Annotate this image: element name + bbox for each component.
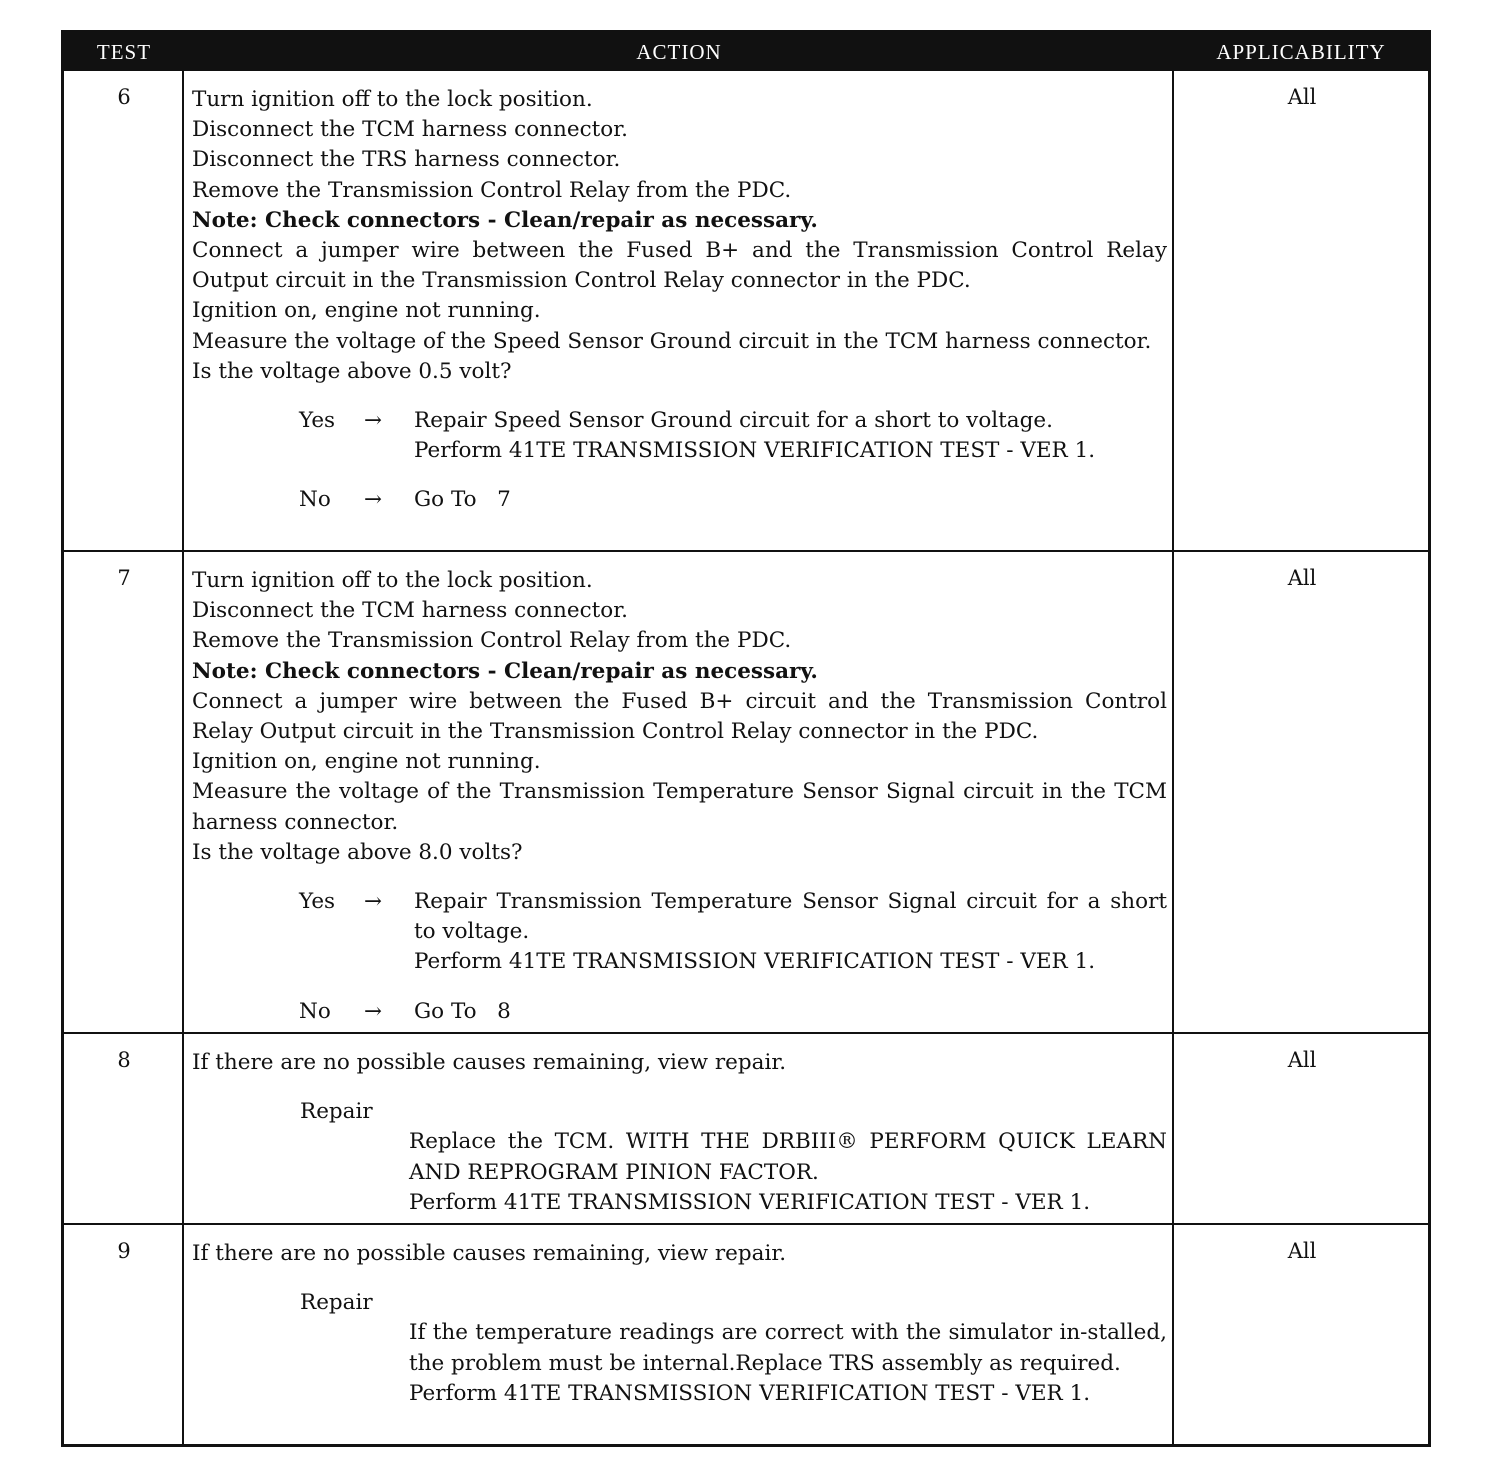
- repair-label: Repair: [300, 1099, 373, 1125]
- repair-block: [192, 1288, 1167, 1409]
- no-result: Go To 8: [414, 998, 511, 1024]
- table-row-test-7: [64, 552, 1428, 1033]
- table-header: [64, 33, 1428, 71]
- arrow-icon: →: [364, 487, 383, 513]
- note-text: Note: Check connectors - Clean/repair as necessary.: [192, 658, 818, 684]
- no-branch: [192, 485, 1167, 515]
- action-cell: [192, 1239, 1167, 1409]
- yes-result: [414, 887, 1167, 978]
- note-text: Note: Check connectors - Clean/repair as necessary.: [192, 207, 818, 233]
- repair-line: If the temperature readings are correct with the simulator in-stalled, the problem must be internal.Replace TRS assembly as required.: [409, 1320, 1167, 1376]
- result-line: Repair Transmission Temperature Sensor Signal circuit for a short to voltage.: [414, 889, 1167, 945]
- yes-branch: [192, 887, 1167, 978]
- result-line: Perform 41TE TRANSMISSION VERIFICATION TEST - VER 1.: [414, 438, 1096, 464]
- action-line: Connect a jumper wire between the Fused B+ and the Transmission Control Relay Output circuit in the Transmission Control Relay connector in the PDC.: [192, 238, 1167, 294]
- action-line: Disconnect the TCM harness connector.: [192, 598, 628, 624]
- action-cell: [192, 566, 1167, 1027]
- action-line: Connect a jumper wire between the Fused B+ circuit and the Transmission Control Relay Output circuit in the Transmission Control Relay connector in the PDC.: [192, 688, 1167, 745]
- no-branch: [192, 997, 1167, 1027]
- result-line: Repair Speed Sensor Ground circuit for a short to voltage.: [414, 408, 1053, 434]
- action-cell: [192, 1048, 1167, 1218]
- applicability-value: All: [1287, 1239, 1317, 1263]
- header-applicability: APPLICABILITY: [1216, 39, 1386, 64]
- action-line: Disconnect the TRS harness connector.: [192, 147, 621, 173]
- diagnostic-test-table: [61, 30, 1431, 1447]
- repair-block: [192, 1097, 1167, 1218]
- table-row-test-8: [64, 1034, 1428, 1224]
- arrow-icon: →: [364, 889, 383, 915]
- repair-text: [409, 1127, 1167, 1218]
- action-line: Ignition on, engine not running.: [192, 749, 541, 775]
- action-line: Ignition on, engine not running.: [192, 298, 541, 324]
- arrow-icon: →: [364, 408, 383, 434]
- question-text: Is the voltage above 0.5 volt?: [192, 358, 512, 384]
- action-cell: [192, 85, 1167, 516]
- question-text: Is the voltage above 8.0 volts?: [192, 839, 523, 865]
- action-line: If there are no possible causes remaining, view repair.: [192, 1241, 787, 1266]
- header-test: TEST: [96, 39, 152, 64]
- no-result: Go To 7: [414, 487, 511, 513]
- table-row-test-6: [64, 71, 1428, 551]
- repair-text: [409, 1318, 1167, 1409]
- header-action: ACTION: [636, 39, 722, 64]
- applicability-value: All: [1287, 1048, 1317, 1072]
- test-number: 6: [117, 85, 131, 109]
- repair-line: Replace the TCM. WITH THE DRBIII® PERFORM QUICK LEARN AND REPROGRAM PINION FACTOR.: [409, 1129, 1167, 1185]
- arrow-icon: →: [364, 998, 383, 1024]
- action-line: Remove the Transmission Control Relay from the PDC.: [192, 177, 792, 203]
- no-label: No: [299, 998, 331, 1024]
- action-line: Remove the Transmission Control Relay from the PDC.: [192, 628, 792, 654]
- action-line: Disconnect the TCM harness connector.: [192, 117, 628, 143]
- table-row-test-9: [64, 1225, 1428, 1444]
- repair-label: Repair: [300, 1290, 373, 1316]
- test-number: 9: [117, 1239, 131, 1263]
- applicability-value: All: [1287, 85, 1317, 109]
- yes-label: Yes: [299, 408, 336, 434]
- action-line: Measure the voltage of the Speed Sensor Ground circuit in the TCM harness connector.: [192, 328, 1152, 354]
- test-number: 8: [117, 1048, 131, 1072]
- test-number: 7: [117, 566, 131, 590]
- applicability-value: All: [1287, 566, 1317, 590]
- yes-branch: [192, 406, 1167, 466]
- yes-label: Yes: [299, 889, 336, 915]
- no-label: No: [299, 487, 331, 513]
- action-line: If there are no possible causes remaining, view repair.: [192, 1050, 787, 1075]
- repair-line: Perform 41TE TRANSMISSION VERIFICATION TEST - VER 1.: [409, 1380, 1091, 1406]
- action-line: Turn ignition off to the lock position.: [192, 87, 593, 112]
- repair-line: Perform 41TE TRANSMISSION VERIFICATION TEST - VER 1.: [409, 1189, 1091, 1215]
- action-line: Turn ignition off to the lock position.: [192, 568, 593, 593]
- result-line: Perform 41TE TRANSMISSION VERIFICATION TEST - VER 1.: [414, 949, 1096, 975]
- yes-result: [414, 406, 1167, 466]
- action-line: Measure the voltage of the Transmission Temperature Sensor Signal circuit in the TCM harness connector.: [192, 779, 1167, 835]
